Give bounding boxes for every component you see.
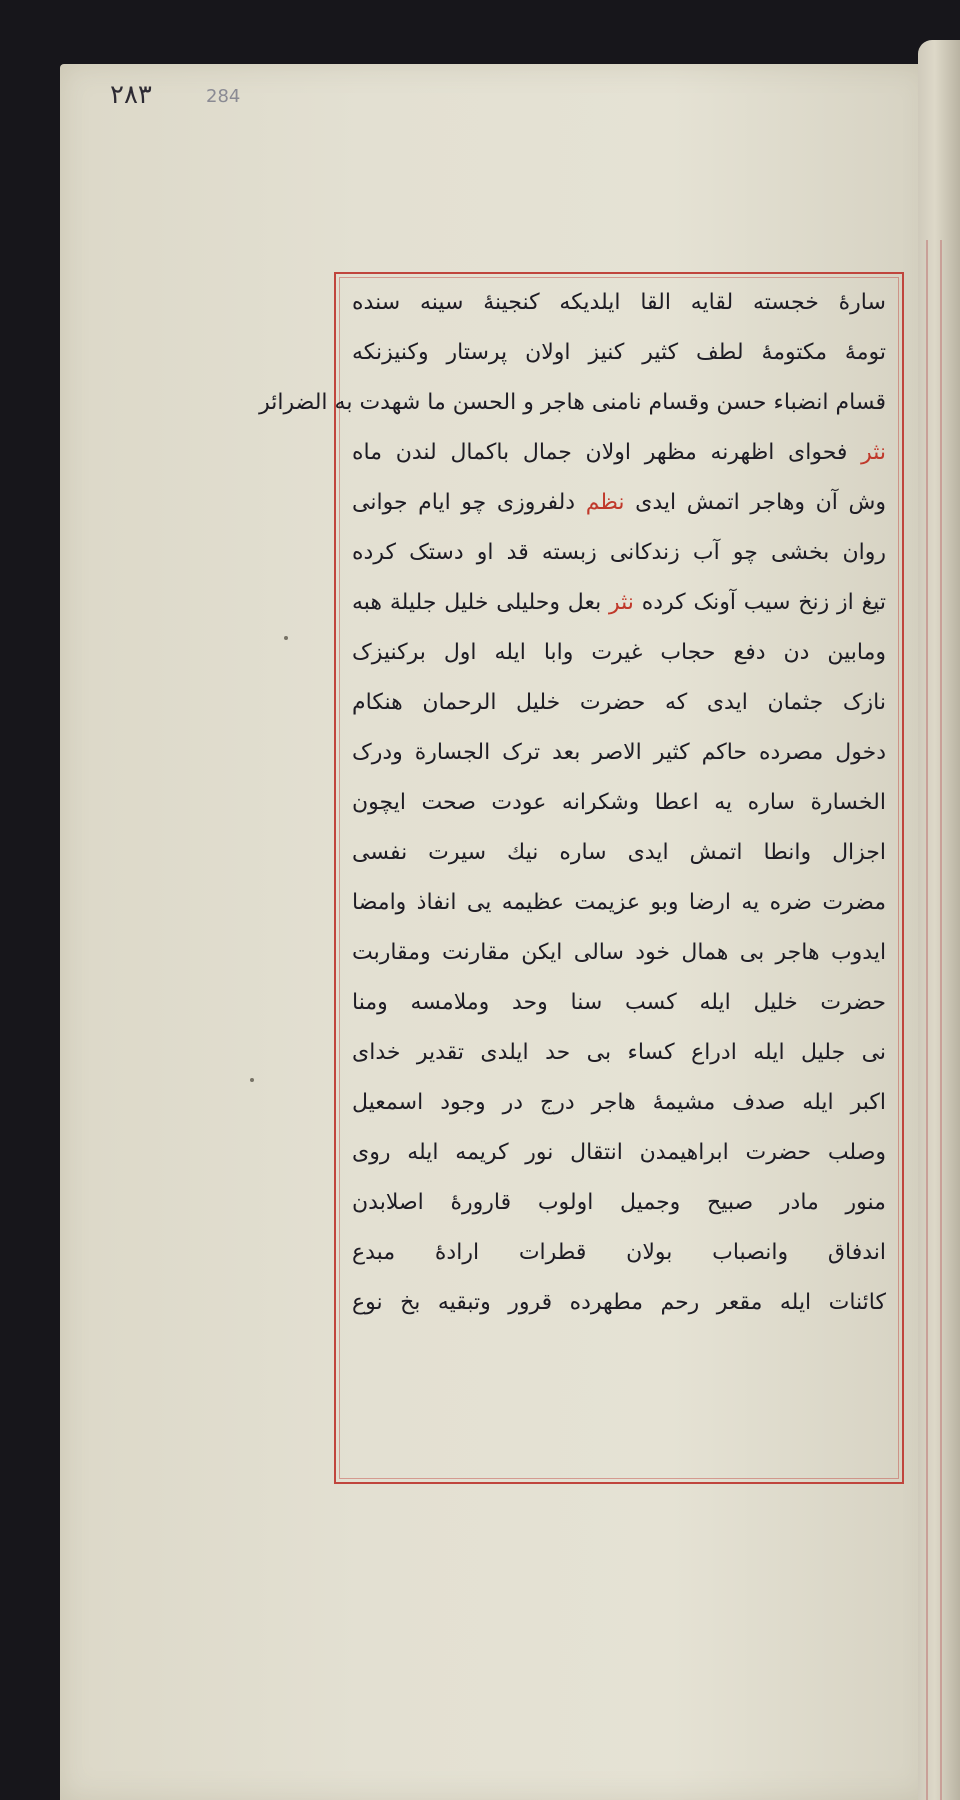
paper-speck [250, 1078, 254, 1082]
edge-ruling [940, 240, 942, 1800]
manuscript-line: روان بخشی چو آب زندکانی زبسته قد او دستک کرده [352, 540, 886, 565]
page-edge-stack [918, 40, 960, 1800]
manuscript-line: نازک جثمان ایدی که حضرت خلیل الرحمان هنکام [352, 690, 886, 715]
manuscript-line: تیغ از زنخ سیب آونک کرده نثر بعل وحلیلی خلیل جلیلة هبه [352, 590, 887, 615]
manuscript-line: سارهٔ خجسته لقایه القا ایلدیکه کنجینهٔ سینه سنده [352, 290, 886, 315]
manuscript-line: منور مادر صبیح وجمیل اولوب قارورهٔ اصلابدن [352, 1190, 886, 1215]
manuscript-line: اندفاق وانصباب بولان قطرات ارادهٔ مبدع [352, 1240, 886, 1265]
manuscript-line: ومابین دن دفع حجاب غیرت وابا ایله اول برکنیزک [352, 640, 887, 665]
manuscript-line: حضرت خلیل ایله کسب سنا وحد وملامسه ومنا [352, 990, 886, 1015]
manuscript-line: مضرت ضره یه ارضا وبو عزیمت عظیمه یی انفاذ وامضا [352, 890, 887, 915]
manuscript-line: تومهٔ مکتومهٔ لطف کثیر کنیز اولان پرستار وکنیزنکه [352, 340, 886, 365]
manuscript-line: وصلب حضرت ابراهیمدن انتقال نور کریمه ایله روی [352, 1140, 887, 1165]
manuscript-line: الخسارة ساره یه اعطا وشکرانه عودت صحت ایچون [352, 790, 886, 815]
folio-pencil-number: 284 [206, 86, 241, 107]
paper-speck [284, 636, 288, 640]
manuscript-line: اکبر ایله صدف مشیمهٔ هاجر درج در وجود اسمعیل [352, 1090, 886, 1115]
manuscript-line: نثر فحوای اظهرنه مظهر اولان جمال باکمال لندن ماه [352, 440, 887, 465]
manuscript-line: دخول مصرده حاکم کثیر الاصر بعد ترک الجسارة ودرک [352, 740, 886, 765]
manuscript-line: کائنات ایله مقعر رحم مطهرده قرور وتبقیه بخ نوع [352, 1290, 886, 1315]
manuscript-line: قسام انضباء حسن وقسام نامنی هاجر و الحسن ما شهدت به الضرائر [259, 390, 886, 415]
text-lines [259, 278, 887, 1478]
folio-number: ٢٨٣ [110, 80, 152, 110]
manuscript-line: ایدوب هاجر بی همال خود سالی ایکن مقارنت ومقاربت [352, 940, 887, 965]
edge-ruling [926, 240, 928, 1800]
manuscript-line: نی جلیل ایله ادراع کساء بی حد ایلدی تقدیر خدای [352, 1040, 887, 1065]
manuscript-line: اجزال وانطا اتمش ایدی ساره نیك سیرت نفسی [352, 840, 887, 865]
manuscript-line: وش آن وهاجر اتمش ایدی نظم دلفروزی چو ایام جوانی [352, 490, 886, 515]
